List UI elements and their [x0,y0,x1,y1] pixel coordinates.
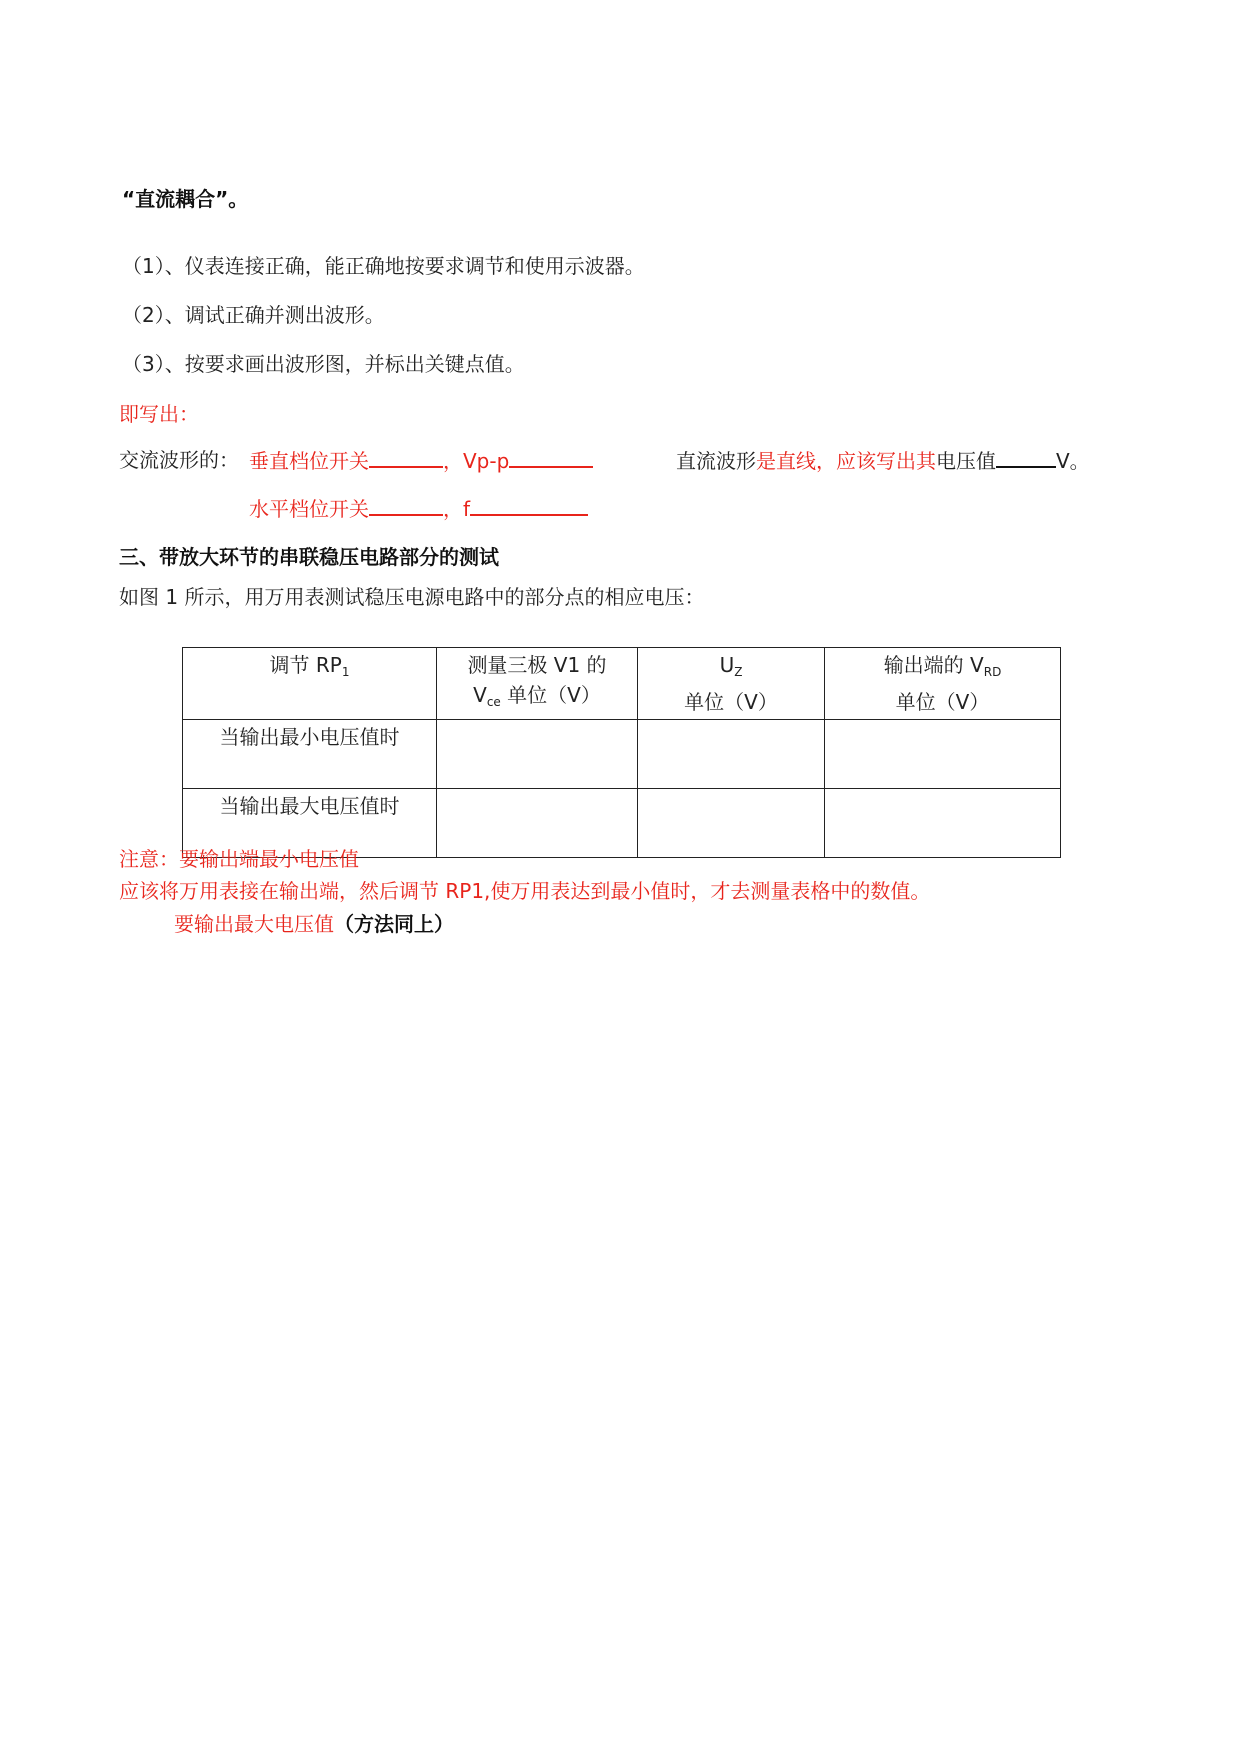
header-vrd-line1 [829,650,1056,687]
header-adjust-rp1 [183,648,437,720]
header-rp1-subscript: 1 [341,665,350,679]
header-vrd-unit: 单位（V） [895,690,990,714]
write-out-label: 即写出： [119,402,199,426]
row-label-min: 当输出最小电压值时 [183,720,437,789]
header-uz-line1 [642,650,820,687]
vpp-label: Vp-p [463,449,510,473]
table-row [183,720,1061,789]
note-line-3-text: 要输出最大电压值 [174,912,334,936]
header-vrd-subscript: RD [983,665,1002,679]
header-uz [638,648,825,720]
list-item-2: （2）、调试正确并测出波形。 [122,303,385,327]
dc-waveform-note: 是直线，应该写出其 [756,449,936,473]
frequency-label: f [463,497,471,521]
header-vce-line1: 测量三极 V1 的 [467,653,607,677]
horizontal-switch-label: 水平档位开关 [249,497,369,521]
header-uz-subscript: Z [734,665,743,679]
note-line-3 [174,910,454,938]
dc-waveform-field [676,446,1090,475]
volt-unit: V。 [1056,449,1090,473]
dc-voltage-label: 电压值 [936,449,996,473]
vertical-switch-blank [369,446,443,468]
comma-separator: ， [443,497,463,521]
uz-max-cell[interactable] [638,789,825,858]
section-3-intro: 如图 1 所示，用万用表测试稳压电源电路中的部分点的相应电压： [119,585,705,609]
voltage-measurement-table [182,647,1061,858]
note-line-2: 应该将万用表接在输出端，然后调节 RP1,使万用表达到最小值时，才去测量表格中的数值。 [119,879,931,903]
header-vce-unit: 单位（V） [500,683,601,707]
ac-waveform-label: 交流波形的： [119,448,239,472]
table-header-row [183,648,1061,720]
note-line-1: 注意：要输出端最小电压值 [119,847,359,871]
frequency-blank [470,494,588,516]
header-vrd-text: 输出端的 V [883,653,984,677]
vrd-min-cell[interactable] [825,720,1061,789]
vertical-switch-field [249,446,593,475]
header-vce-line2 [441,680,633,717]
vce-max-cell[interactable] [437,789,638,858]
header-vce [437,648,638,720]
dc-waveform-label: 直流波形 [676,449,756,473]
coupling-heading: “直流耦合”。 [122,187,249,211]
comma-separator: ， [443,449,463,473]
header-adjust-rp1-text: 调节 RP [269,653,342,677]
vce-min-cell[interactable] [437,720,638,789]
row-label-max: 当输出最大电压值时 [183,789,437,858]
vertical-switch-label: 垂直档位开关 [249,449,369,473]
header-uz-unit: 单位（V） [684,690,778,714]
list-item-1: （1）、仪表连接正确，能正确地按要求调节和使用示波器。 [122,254,645,278]
list-item-3: （3）、按要求画出波形图，并标出关键点值。 [122,352,525,376]
vrd-max-cell[interactable] [825,789,1061,858]
horizontal-switch-field [249,494,588,523]
uz-min-cell[interactable] [638,720,825,789]
horizontal-switch-blank [369,494,443,516]
section-3-title: 三、带放大环节的串联稳压电路部分的测试 [119,545,499,569]
vpp-blank [509,446,593,468]
header-vrd [825,648,1061,720]
header-vce-v: V [473,683,487,707]
header-vce-subscript: ce [486,695,501,709]
header-uz-u: U [719,653,735,677]
note-line-3-method: （方法同上） [334,912,454,936]
dc-voltage-blank [996,446,1056,468]
